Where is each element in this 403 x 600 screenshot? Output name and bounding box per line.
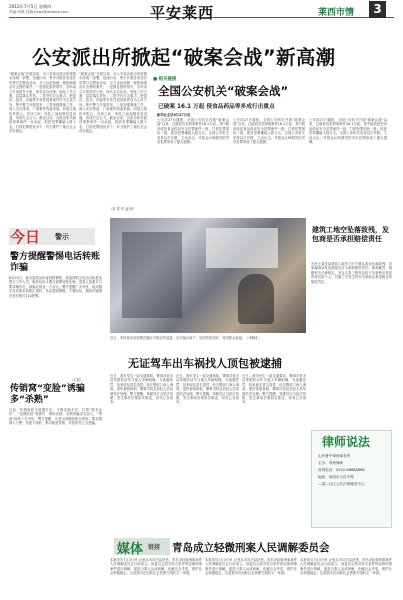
header-editor: 责编:李晨 投稿:news@dzwww.com [9, 10, 69, 14]
lead-article-col2: “破案会战”开展以来，市公安局各派出所按照市局统一部署，迅速行动，集中开展各类违法犯罪打击整治活动，全力以赴侦破一批影响群众安全感的案件。一是强化组织领导，各所成立专项领导小组，所长亲自挂帅，细化工作方案，层层落实责任。二是突出打击重点，把盗窃、抢夺、诈骗等多发性侵财案件作为主攻方向，集中警力开展攻坚。三是加强基础工作，深入走访排查，广辟案件线索来源。四是注重协作配合，各所之间、所队之间加强信息沟通，形成打击合力。截至目前，各派出所共破获刑事案件一百余起，抓获犯罪嫌疑人数十名，打掉犯罪团伙多个，有力维护了辖区社会治安稳定。 [79, 72, 147, 134]
related-subhead: 已破案 16.1 万起 侵食品药品等多成行击重点 [158, 104, 275, 110]
center-headline: 无证驾车出车祸找人顶包被逮捕 [128, 357, 282, 370]
warning-text-2: 目前，传销组织为逃避打击，不断变换手法，打着“资本运作”、“连锁经营”等旗号，利用亲情、友情诱骗亲友加入，“杀熟”现象十分突出。警方提醒，凡是以高额回报为诱饵、要求缴纳入门费、发展下线的，都可能是传销，市民切勿上当受骗。 [9, 408, 102, 426]
page-number: 3 [369, 1, 386, 18]
warning-title-1: 警方提醒警惕电话转账诈骗 [10, 252, 101, 273]
bottom-col3: 本报青岛7月3日讯 记者从市司法局获悉，青岛市轻微刑事案件人民调解委员会日前成立。该委员会将对符合条件的轻微刑事案件进行调解，促进当事人达成和解，化解社会矛盾，维护社会和谐稳定。这是我市在创新社会管理方面的又一举措。 [300, 558, 392, 576]
lawyer-line-1: 山东鲁中律师事务所 [318, 454, 351, 458]
lawyer-line-5: —国—社区公共法律服务中心 [318, 482, 365, 486]
lawyer-line-2: 主办：李晨律师 [318, 461, 344, 465]
bottom-tag: 媒体 [117, 542, 144, 557]
section-title: 平安莱西 [150, 4, 215, 22]
jinri-tag: 警示 [55, 233, 69, 241]
related-byline: 新华社北京6月27日电 [157, 113, 191, 117]
lead-article-credit: （宋 零 华 凌 帅） [109, 207, 137, 211]
related-col3: 公安部27日通报，全国公安机关开展“破案会战”以来，已破获各类刑事案件16.1万起，其中破获侵犯食品药品安全犯罪案件一批，打掉犯罪团伙一批，抓获犯罪嫌疑人数万名。全国公安机关坚持以打开路，主动出击，对群众反映强烈的突出犯罪形成了强大震慑。 [309, 118, 387, 145]
main-headline: 公安派出所掀起“破案会战”新高潮 [32, 46, 336, 69]
lawyer-title: 律师说法 [322, 435, 371, 449]
news-photo [110, 218, 306, 333]
center-col1: 近日，我市发生一起交通事故，肇事司机无证驾驶机动车与他人车辆相撞，为逃避处罚，找来朋友冒名顶替。经交警部门深入调查，很快查明真相，肇事司机及顶包人员均被依法处理。警方提醒，驾驶员应当依法驾驶，发生事故后要如实陈述，切勿心存侥幸。 [110, 374, 173, 405]
right-headline: 建筑工地空坠落致残，发包商是否承担赔偿责任 [312, 226, 389, 243]
lawyer-line-4: 地址：莱西市文化中路 [318, 475, 354, 479]
warning-text-1-credit: （王振） [70, 378, 84, 382]
related-col1: 公安部27日通报，全国公安机关开展“破案会战”以来，已破获各类刑事案件16.1万起，其中破获侵犯食品药品安全犯罪案件一批，打掉犯罪团伙一批，抓获犯罪嫌疑人数万名。全国公安机关坚持以打开路，主动出击，对群众反映强烈的突出犯罪形成了强大震慑。 [157, 118, 229, 145]
related-headline: 全国公安机关“破案会战” [158, 84, 289, 98]
photo-caption: 近日，李村派出所民警在辖区开展治安巡查，走访辖区商户，宣传防范知识，受到群众欢迎。（李晓东） [110, 336, 262, 340]
warning-title-2: 传销窝“变脸”诱骗多“杀熟” [10, 384, 85, 405]
center-col3: 近日，我市发生一起交通事故，肇事司机无证驾驶机动车与他人车辆相撞，为逃避处罚，找来朋友冒名顶替。经交警部门深入调查，很快查明真相，肇事司机及顶包人员均被依法处理。警方提醒，驾驶员应当依法驾驶，发生事故后要如实陈述，切勿心存侥幸。 [242, 374, 306, 405]
right-text: 市民王某在某建筑工地务工时不慎从高处坠落致残，其家属询问发包商是否应当承担赔偿责任。律师解答：根据相关法律规定，发包人将工程发包给不具备相应资质的单位或个人，对施工中发生的安全事故应承担相应的赔偿责任。 [311, 262, 392, 284]
lawyer-line-3: 咨询电话：0532-88888888 [318, 468, 365, 472]
bottom-tag-2: 链接 [148, 544, 161, 551]
bottom-col2: 本报青岛7月3日讯 记者从市司法局获悉，青岛市轻微刑事案件人民调解委员会日前成立。该委员会将对符合条件的轻微刑事案件进行调解，促进当事人达成和解，化解社会矛盾，维护社会和谐稳定。这是我市在创新社会管理方面的又一举措。 [205, 558, 297, 576]
bottom-headline: 青岛成立轻微刑案人民调解委员会 [172, 542, 330, 554]
jinri-label: 今日 [10, 228, 41, 246]
warning-text-1: 6月29日，我市某派出所接到报警称，其接到陌生电话自称是某银行工作人员，称其信用卡透支需要转账处理，受害人按照对方要求操作后，被骗走现金一万余元。警方提醒广大市民，接到陌生电话要求转账汇款时，务必提高警惕，不要轻信，遇到可疑情况及时拨打110报警。 [9, 276, 102, 298]
center-col2: 近日，我市发生一起交通事故，肇事司机无证驾驶机动车与他人车辆相撞，为逃避处罚，找来朋友冒名顶替。经交警部门深入调查，很快查明真相，肇事司机及顶包人员均被依法处理。警方提醒，驾驶员应当依法驾驶，发生事故后要如实陈述，切勿心存侥幸。 [176, 374, 239, 405]
related-col2: 公安部27日通报，全国公安机关开展“破案会战”以来，已破获各类刑事案件16.1万起，其中破获侵犯食品药品安全犯罪案件一批，打掉犯罪团伙一批，抓获犯罪嫌疑人数万名。全国公安机关坚持以打开路，主动出击，对群众反映强烈的突出犯罪形成了强大震慑。 [233, 118, 305, 145]
lead-article-col1: “破案会战”开展以来，市公安局各派出所按照市局统一部署，迅速行动，集中开展各类违法犯罪打击整治活动，全力以赴侦破一批影响群众安全感的案件。一是强化组织领导，各所成立专项领导小组，所长亲自挂帅，细化工作方案，层层落实责任。二是突出打击重点，把盗窃、抢夺、诈骗等多发性侵财案件作为主攻方向，集中警力开展攻坚。三是加强基础工作，深入走访排查，广辟案件线索来源。四是注重协作配合，各所之间、所队之间加强信息沟通，形成打击合力。截至目前，各派出所共破获刑事案件一百余起，抓获犯罪嫌疑人数十名，打掉犯罪团伙多个，有力维护了辖区社会治安稳定。 [9, 72, 76, 134]
bottom-col1: 本报青岛7月3日讯 记者从市司法局获悉，青岛市轻微刑事案件人民调解委员会日前成立。该委员会将对符合条件的轻微刑事案件进行调解，促进当事人达成和解，化解社会矛盾，维护社会和谐稳定。这是我市在创新社会管理方面的又一举措。 [110, 558, 202, 576]
related-label: ■ 相关链接 [153, 77, 177, 82]
brand-logo: 莱西市情 [318, 8, 355, 18]
header-date: 2012年7月5日 星期四 [9, 4, 52, 9]
